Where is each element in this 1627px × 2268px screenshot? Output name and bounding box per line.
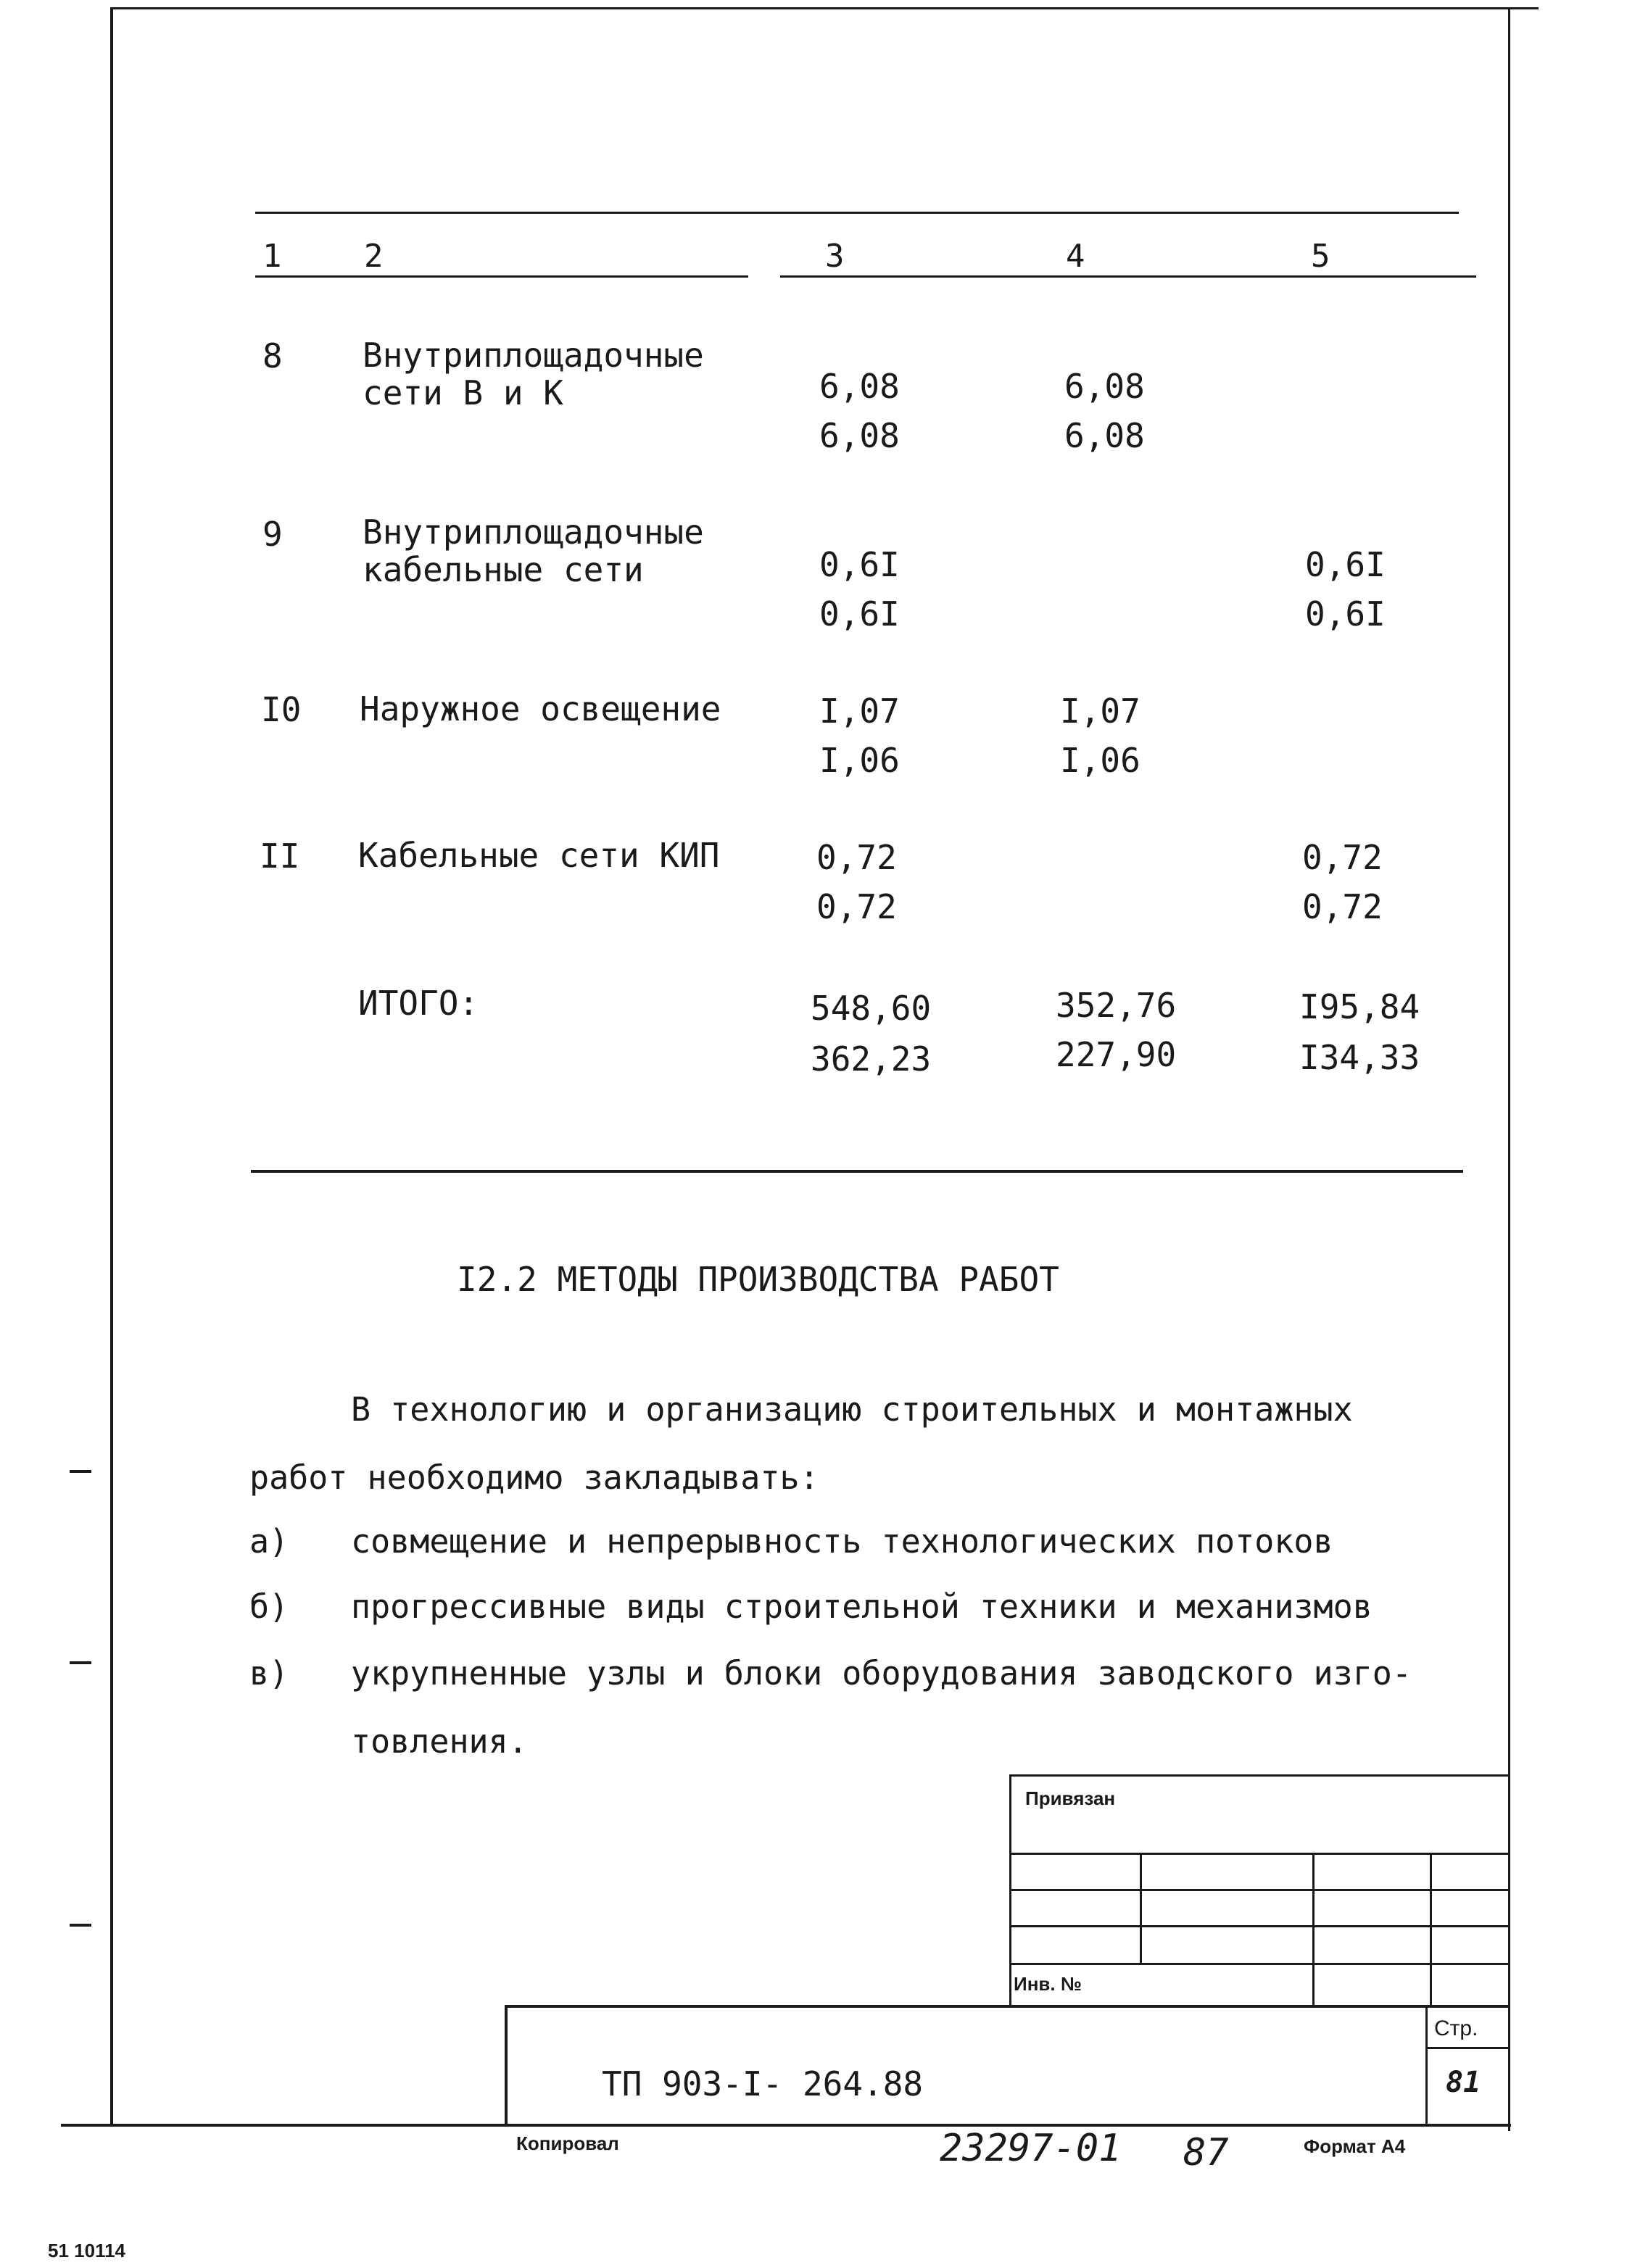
format-label: Формат А4	[1304, 2135, 1406, 2157]
section-heading: I2.2 МЕТОДЫ ПРОИЗВОДСТВА РАБОТ	[457, 1260, 1059, 1299]
margin-tick-2	[70, 1661, 91, 1664]
copied-by-label: Копировал	[516, 2132, 619, 2154]
total-label: ИТОГО:	[358, 984, 479, 1023]
cell-col4-bottom: I,06	[1060, 741, 1140, 780]
page-label: Стр.	[1434, 2016, 1478, 2040]
cell-col4-top: I,07	[1060, 691, 1140, 731]
cell-col3-top: I,07	[819, 691, 900, 731]
stamp-col-2	[1312, 1853, 1315, 2005]
bottom-code: 51 10114	[48, 2240, 126, 2261]
row-name: Наружное освещение	[360, 689, 721, 728]
page-box-divider	[1425, 2047, 1510, 2049]
cell-col3-bottom: 0,72	[816, 887, 897, 926]
row-number: II	[260, 836, 300, 876]
cell-col3-bottom: I,06	[819, 741, 900, 780]
col-header-2: 2	[364, 238, 384, 275]
col-header-3: 3	[825, 238, 845, 275]
total-col4-top: 352,76	[1056, 986, 1177, 1025]
paragraph-line-1: В технологию и организацию строительных и монтажных	[351, 1390, 1353, 1429]
cell-col3-top: 0,6I	[819, 545, 900, 584]
header-underline-2	[780, 275, 1476, 278]
attached-label: Привязан	[1025, 1787, 1116, 1809]
cell-col5-bottom: 0,72	[1302, 887, 1383, 926]
total-col3-top: 548,60	[811, 989, 932, 1028]
cell-col3-bottom: 6,08	[819, 416, 900, 455]
order-suffix: 87	[1183, 2131, 1229, 2174]
cell-col3-bottom: 0,6I	[819, 594, 900, 634]
stamp-col-3	[1430, 1853, 1432, 2005]
frame-bottom-border	[61, 2124, 1511, 2127]
cell-col5-top: 0,6I	[1305, 545, 1386, 584]
list-marker-a: а)	[249, 1522, 289, 1561]
col-header-4: 4	[1066, 238, 1085, 275]
total-col5-top: I95,84	[1299, 987, 1420, 1026]
cell-col4-bottom: 6,08	[1064, 416, 1145, 455]
table-bottom-rule	[251, 1170, 1463, 1173]
paragraph-line-2: работ необходимо закладывать:	[249, 1458, 819, 1497]
stamp-upper-top	[1009, 1774, 1510, 1777]
list-item-c: укрупненные узлы и блоки оборудования заводского изго-	[351, 1654, 1412, 1692]
total-col5-bottom: I34,33	[1299, 1038, 1420, 1077]
margin-tick-3	[70, 1924, 91, 1927]
row-number: 9	[262, 515, 283, 554]
header-underline-1	[255, 275, 748, 278]
cell-col3-top: 0,72	[816, 838, 897, 877]
row-name: Внутриплощадочные кабельные сети	[363, 512, 704, 589]
cell-col5-top: 0,72	[1302, 838, 1383, 877]
row-number: I0	[261, 690, 302, 729]
title-block-left	[505, 2005, 508, 2127]
list-marker-c: в)	[249, 1654, 289, 1692]
document-code: ТП 903-I- 264.88	[602, 2064, 924, 2103]
stamp-row-3	[1009, 1925, 1510, 1927]
list-marker-b: б)	[249, 1587, 289, 1626]
cell-col5-bottom: 0,6I	[1305, 594, 1386, 634]
col-header-5: 5	[1311, 238, 1330, 275]
list-item-b: прогрессивные виды строительной техники и механизмов	[351, 1587, 1373, 1626]
frame-left-border	[110, 7, 113, 2127]
stamp-row-1	[1009, 1853, 1510, 1855]
cell-col4-top: 6,08	[1064, 367, 1145, 406]
stamp-row-2	[1009, 1889, 1510, 1891]
row-name: Кабельные сети КИП	[358, 836, 720, 875]
stamp-col-1	[1140, 1853, 1142, 1963]
inventory-label: Инв. №	[1014, 1973, 1082, 1995]
total-col4-bottom: 227,90	[1056, 1035, 1177, 1074]
title-block-top	[505, 2005, 1510, 2008]
cell-col3-top: 6,08	[819, 367, 900, 406]
stamp-row-4	[1009, 1963, 1510, 1965]
col-header-1: 1	[262, 238, 282, 275]
row-number: 8	[262, 336, 283, 375]
frame-top-border	[110, 7, 1539, 9]
page-number: 81	[1446, 2066, 1481, 2099]
margin-tick-1	[70, 1470, 91, 1473]
row-name: Внутриплощадочные сети В и К	[363, 336, 704, 412]
total-col3-bottom: 362,23	[811, 1039, 932, 1079]
order-number: 23297-01	[940, 2127, 1122, 2170]
table-top-rule	[255, 212, 1459, 214]
page-box-left	[1425, 2005, 1428, 2127]
list-item-c-continuation: товления.	[351, 1722, 528, 1761]
list-item-a: совмещение и непрерывность технологических потоков	[351, 1522, 1333, 1561]
